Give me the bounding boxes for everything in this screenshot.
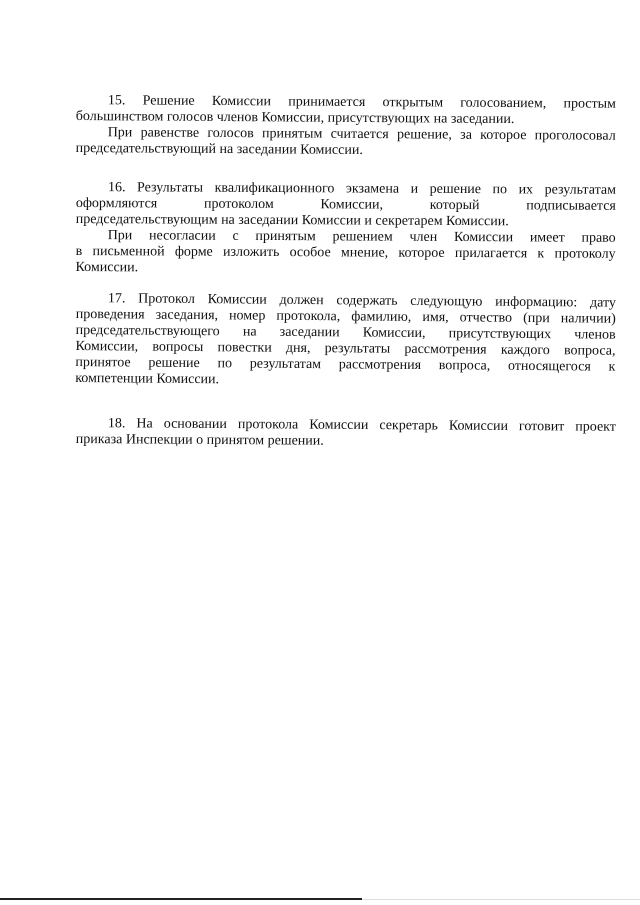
paragraph-line: Комиссии, вопросы повестки дня, результаты рассмотрения каждого вопроса, [75, 338, 616, 359]
paragraph-line: принятое решение по результатам рассмотрения вопроса, относящегося к [75, 354, 616, 375]
scan-edge-line-faint [362, 899, 640, 900]
paragraph-17 [75, 291, 616, 392]
paragraph-line: 17. Протокол Комиссии должен содержать следующую информацию: дату [107, 291, 616, 311]
paragraph-15 [76, 93, 616, 161]
paragraph-line: приказа Инспекции о принятом решении. [75, 431, 324, 449]
paragraph-line: большинством голосов членов Комиссии, присутствующих на заседании. [75, 108, 515, 128]
paragraph-line: 16. Результаты квалификационного экзамена и решение по их результатам [107, 180, 616, 198]
paragraph-line: председательствующего на заседании Комиссии, присутствующих членов [75, 322, 616, 343]
paragraph-line: проведения заседания, номер протокола, фамилию, имя, отчество (при наличии) [75, 306, 616, 327]
paragraph-line: 18. На основании протокола Комиссии секретарь Комиссии готовит проект [107, 416, 616, 435]
paragraph-16 [75, 180, 615, 279]
paragraph-line: 15. Решение Комиссии принимается открытым голосованием, простым [107, 93, 616, 112]
paragraph-line: оформляются протоколом Комиссии, который подписывается [75, 195, 616, 214]
paragraph-line: Комиссии. [75, 259, 139, 276]
paragraph-line: При равенстве голосов принятым считается решение, за которое проголосовал [107, 125, 616, 144]
paragraph-line: председательствующий на заседании Комиссии. [75, 140, 363, 159]
paragraph-line: компетенции Комиссии. [75, 370, 220, 388]
paragraph-18 [76, 416, 616, 452]
paragraph-line: При несогласии с принятым решением член Комиссии имеет право [107, 228, 616, 246]
scan-edge-line [0, 898, 362, 900]
paragraph-line: председательствующим на заседании Комиссии и секретарем Комиссии. [75, 211, 509, 230]
paragraph-line: в письменной форме изложить особое мнение, которое прилагается к протоколу [75, 243, 616, 262]
